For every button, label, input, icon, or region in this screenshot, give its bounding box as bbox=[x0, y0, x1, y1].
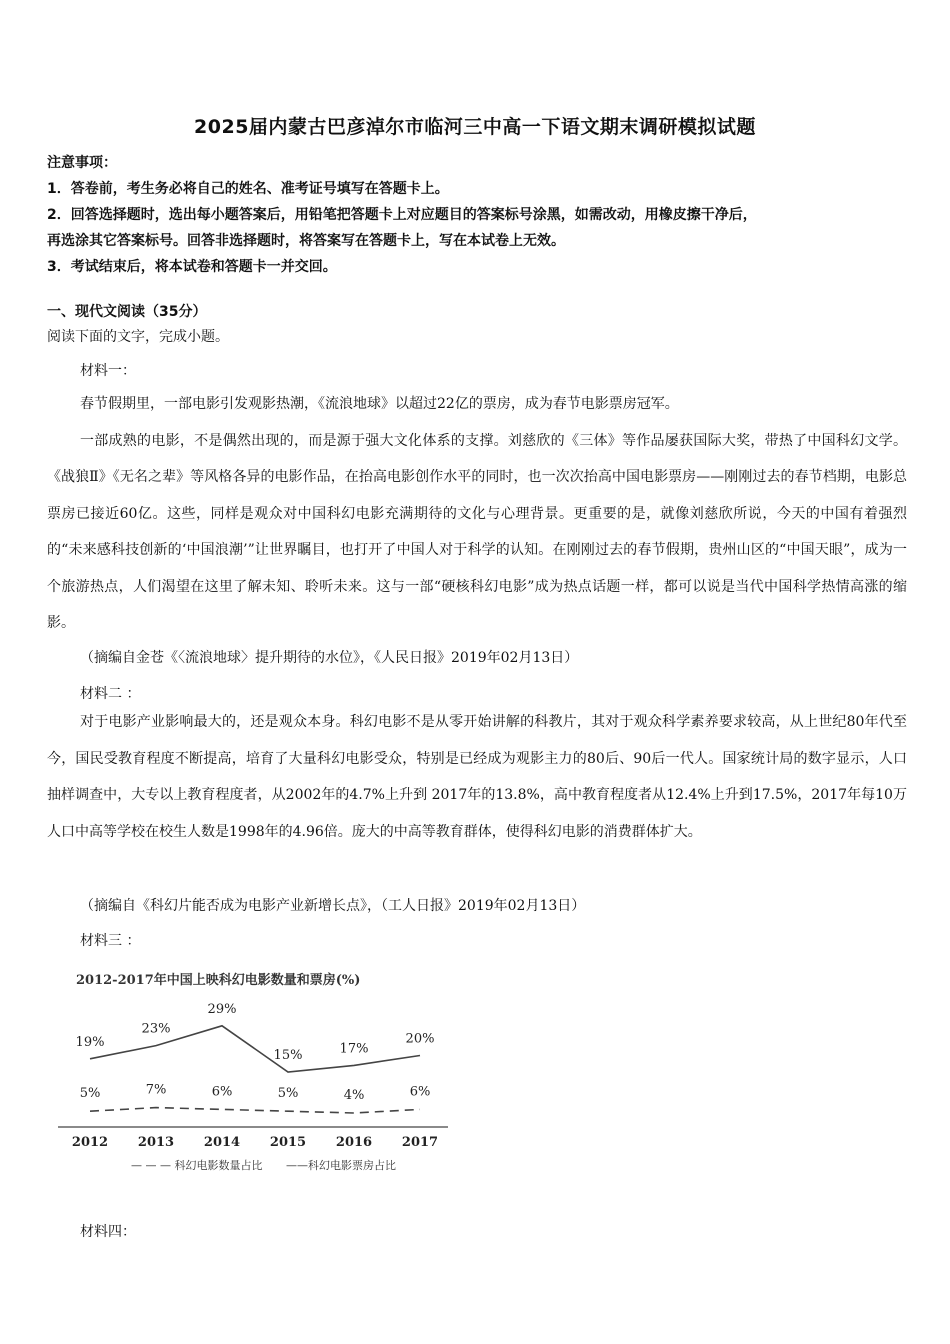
x-tick-label: 2013 bbox=[137, 1135, 175, 1150]
chart-marks bbox=[76, 1002, 435, 1113]
material-label: 材料一： bbox=[80, 363, 136, 379]
material-label: 材料二 ： bbox=[80, 686, 141, 702]
notice-item: 3．考试结束后，将本试卷和答题卡一并交回。 bbox=[47, 259, 337, 275]
paragraph: 一部成熟的电影，不是偶然出现的，而是源于强大文化体系的支撑。刘慈欣的《三体》等作品屡获国际大奖，带热了中国科幻文学。《战狼Ⅱ》《无名之辈》等风格各异的电影作品，在抬高电影创作水平的同时，也一次次抬高中国电影票房——刚刚过去的春节档期，电影总票房已接近60亿。这些，同样是观众对中国科幻电影充满期待的文化与心理背景。更重要的是，就像刘慈欣所说，今天的中国有着强烈的“未来感科技创新的‘中国浪潮’”让世界瞩目，也打开了中国人对于科学的认知。在刚刚过去的春节假期，贵州山区的“中国天眼”，成为一个旅游热点，人们渴望在这里了解未知、聆听未来。这与一部“硬核科幻电影”成为热点话题一样，都可以说是当代中国科学热情高涨的缩影。 bbox=[47, 432, 907, 631]
source-citation: （摘编自《科幻片能否成为电影产业新增长点》，（工人日报》2019年02月13日） bbox=[80, 898, 586, 914]
x-tick-label: 2015 bbox=[269, 1135, 307, 1150]
notice-item: 1．答卷前，考生务必将自己的姓名、准考证号填写在答题卡上。 bbox=[47, 181, 449, 197]
x-tick-label: 2014 bbox=[203, 1135, 241, 1150]
data-label: 17% bbox=[339, 1041, 369, 1057]
x-axis-ticks bbox=[72, 1135, 438, 1150]
line-chart bbox=[56, 962, 456, 1177]
material-label: 材料三 ： bbox=[80, 933, 141, 949]
paragraph: 对于电影产业影响最大的，还是观众本身。科幻电影不是从零开始讲解的科教片，其对于观众科学素养要求较高，从上世纪80年代至今，国民受教育程度不断提高，培育了大量科幻电影受众，特别是已经成为观影主力的80后、90后一代人。国家统计局的数字显示，人口抽样调查中，大专以上教育程度者，从2002年的4.7%上升到 2017年的13.8%，高中教育程度者从12.4%上升到17.5%，2017年每10万人口中高等学校在校生人数是1998年的4.96倍。庞大的中高等教育群体，使得科幻电影的消费群体扩大。 bbox=[47, 714, 907, 840]
notice-heading: 注意事项： bbox=[47, 155, 117, 171]
legend-entry-count: — — — 科幻电影数量占比 bbox=[131, 1159, 263, 1172]
x-tick-label: 2016 bbox=[335, 1135, 373, 1150]
source-citation: （摘编自金苍《〈流浪地球〉提升期待的水位》，《人民日报》2019年02月13日） bbox=[80, 650, 579, 666]
notice-item: 2．回答选择题时，选出每小题答案后，用铅笔把答题卡上对应题目的答案标号涂黑，如需改动，用橡皮擦干净后， bbox=[47, 207, 757, 223]
notice-item: 再选涂其它答案标号。回答非选择题时，将答案写在答题卡上，写在本试卷上无效。 bbox=[47, 233, 565, 249]
data-label: 6% bbox=[211, 1084, 233, 1100]
series-line-count bbox=[90, 1108, 420, 1113]
data-label: 5% bbox=[277, 1086, 299, 1102]
series-line-boxoffice bbox=[90, 1026, 420, 1072]
data-label: 15% bbox=[273, 1048, 303, 1063]
section-heading: 一、现代文阅读（35分） bbox=[47, 304, 207, 320]
x-tick-label: 2017 bbox=[401, 1135, 439, 1150]
data-label: 5% bbox=[79, 1086, 101, 1102]
material1-text bbox=[47, 386, 907, 642]
data-label: 20% bbox=[405, 1031, 435, 1047]
legend-entry-boxoffice: ——科幻电影票房占比 bbox=[286, 1159, 396, 1172]
section-intro: 阅读下面的文字，完成小题。 bbox=[47, 329, 229, 345]
material-label: 材料四： bbox=[80, 1224, 136, 1240]
data-label: 19% bbox=[75, 1034, 105, 1050]
data-label: 7% bbox=[145, 1082, 167, 1098]
x-tick-label: 2012 bbox=[71, 1135, 109, 1150]
paragraph: 春节假期里，一部电影引发观影热潮，《流浪地球》以超过22亿的票房，成为春节电影票房冠军。 bbox=[80, 396, 679, 412]
data-label: 23% bbox=[141, 1021, 171, 1037]
data-label: 29% bbox=[207, 1001, 237, 1017]
exam-title: 2025届内蒙古巴彦淖尔市临河三中高一下语文期末调研模拟试题 bbox=[194, 116, 756, 138]
material2-text bbox=[47, 704, 907, 850]
chart-title: 2012-2017年中国上映科幻电影数量和票房(%) bbox=[76, 973, 361, 988]
data-label: 4% bbox=[343, 1088, 365, 1103]
notice-block bbox=[47, 150, 917, 280]
data-label: 6% bbox=[409, 1084, 431, 1100]
